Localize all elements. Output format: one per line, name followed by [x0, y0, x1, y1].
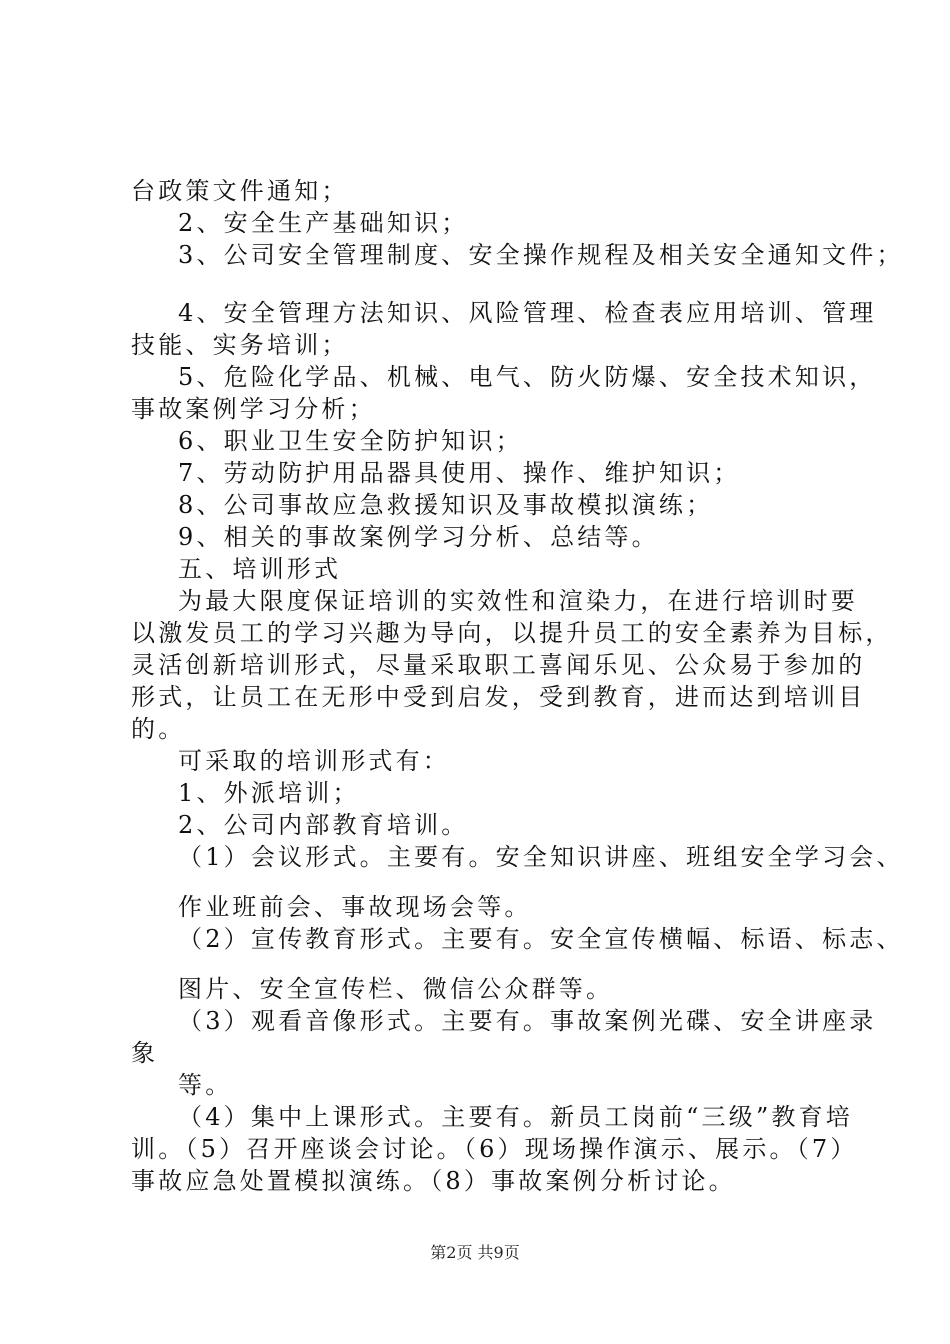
text-line: 8、公司事故应急救援知识及事故模拟演练； [178, 491, 714, 519]
text-line: （4）集中上课形式。主要有。新员工岗前“三级”教育培 [178, 1103, 854, 1131]
text-line: 2、安全生产基础知识； [178, 209, 469, 237]
text-line: 台政策文件通知； [131, 177, 349, 205]
text-line: 4、安全管理方法知识、风险管理、检查表应用培训、管理 [178, 299, 877, 327]
text-line: （2）宣传教育形式。主要有。安全宣传横幅、标语、标志、 [178, 925, 904, 953]
text-line: （1）会议形式。主要有。安全知识讲座、班组安全学习会、 [178, 843, 904, 871]
text-line: 作业班前会、事故现场会等。 [178, 893, 532, 921]
text-line: 图片、安全宣传栏、微信公众群等。 [178, 975, 614, 1003]
text-line: 1、外派培训； [178, 779, 360, 807]
text-line: 以激发员工的学习兴趣为导向，以提升员工的安全素养为目标， [131, 619, 893, 647]
text-line: 的。 [131, 715, 186, 743]
text-line: 象 [131, 1039, 159, 1067]
text-line: 形式，让员工在无形中受到启发，受到教育，进而达到培训目 [131, 683, 866, 711]
text-line: 灵活创新培训形式，尽量采取职工喜闻乐见、公众易于参加的 [131, 651, 866, 679]
page-number: 第2页 共9页 [430, 1243, 520, 1262]
text-line: 为最大限度保证培训的实效性和渲染力，在进行培训时要 [178, 587, 858, 615]
text-line: 事故案例学习分析； [131, 395, 376, 423]
text-line: （3）观看音像形式。主要有。事故案例光碟、安全讲座录 [178, 1007, 877, 1035]
text-line: 6、职业卫生安全防护知识； [178, 427, 523, 455]
text-line: 训。（5）召开座谈会讨论。（6）现场操作演示、展示。（7） [131, 1135, 858, 1163]
text-line: 9、相关的事故案例学习分析、总结等。 [178, 523, 659, 551]
text-line: 5、危险化学品、机械、电气、防火防爆、安全技术知识， [178, 363, 877, 391]
text-line: 事故应急处置模拟演练。（8）事故案例分析讨论。 [131, 1167, 736, 1195]
text-line: 3、公司安全管理制度、安全操作规程及相关安全通知文件； [178, 241, 904, 269]
text-line: 2、公司内部教育培训。 [178, 811, 469, 839]
text-line: 7、劳动防护用品器具使用、操作、维护知识； [178, 459, 741, 487]
section-heading: 五、培训形式 [178, 555, 342, 583]
text-line: 可采取的培训形式有： [178, 747, 450, 775]
text-line: 等。 [178, 1071, 233, 1099]
text-line: 技能、实务培训； [131, 331, 349, 359]
